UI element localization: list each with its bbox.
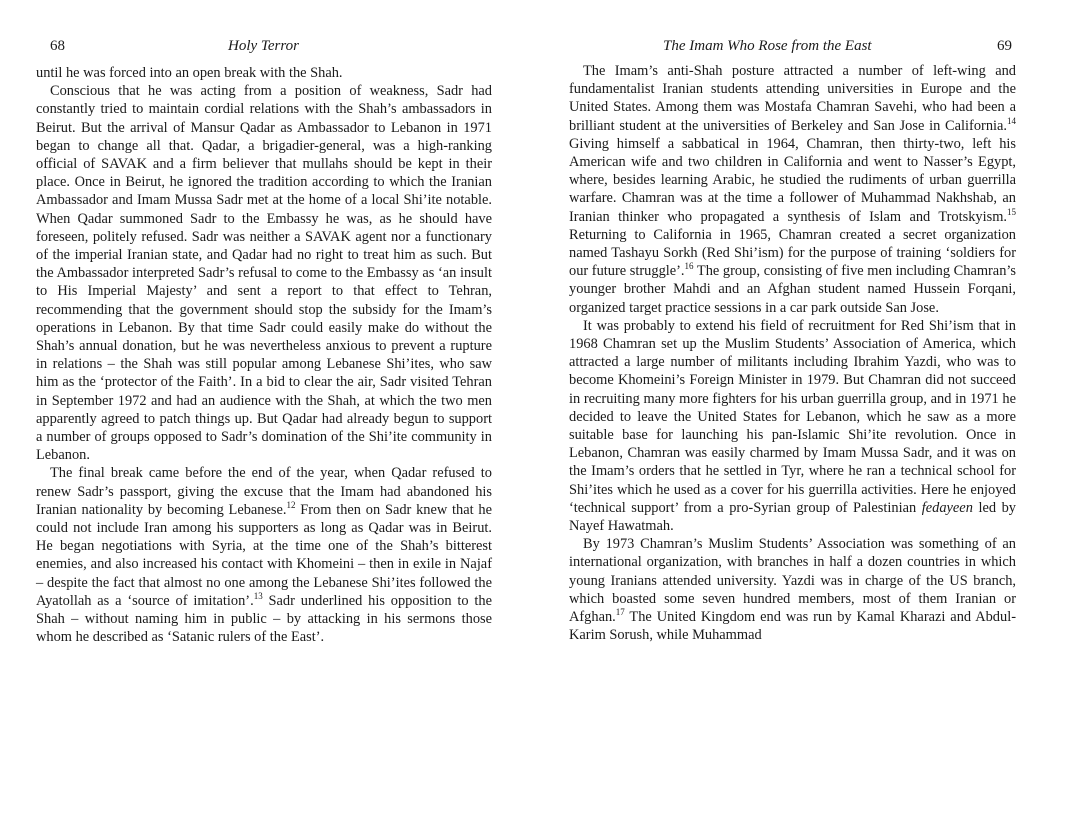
right-page: [569, 0, 1016, 829]
footnote-ref: 15: [1007, 206, 1016, 217]
text-run: led by Nayef Hawatmah.: [569, 499, 1016, 535]
text-run: The final break came before the end of the year, when Qadar refused to renew Sadr’s passport, giving the excuse that the Imam had abandoned his Iranian nationality by becoming Lebanese.: [36, 465, 492, 518]
text-run: Returning to California in 1965, Chamran created a secret organization named Tashayu Sorkh (Red Shi’ism) for the purpose of training ‘soldiers for our future struggle’.: [569, 226, 1016, 280]
text-run: Sadr underlined his opposition to the Shah – without naming him in public – by attacking in his sermons those whom he described as ‘Satanic rulers of the East’.: [36, 592, 492, 646]
text-run: It was probably to extend his field of recruitment for Red Shi’ism that in 1968 Chamran set up the Muslim Students’ Association of America, which attracted a large number of militants including Ibrahim Yazdi, who was to become Khomeini’s Foreign Minister in 1979. But Chamran did not succeed in recruiting many more fighters for his urban guerrilla group, and in 1971 he decided to leave the United States for Lebanon, which he saw as a more suitable base for launching his pan-Islamic Shi’ite revolution. Once in Lebanon, Chamran was easily charmed by Imam Mussa Sadr, and it was on the Imam’s orders that he settled in Tyr, where he ran a technical school for Shi’ites which he used as a cover for his guerrilla activities. Here he enjoyed ‘technical support’ from a pro-Syrian group of Palestinian: [569, 317, 1016, 516]
left-page-body: [36, 64, 492, 647]
text-run: The Imam’s anti-Shah posture attracted a number of left-wing and fundamentalist Iranian students attending universities in Europe and the United States. Among them was Mostafa Chamran Savehi, who had been a brilliant student at the universities of Berkeley and San Jose in California.: [569, 63, 1016, 134]
page-number: 69: [997, 38, 1012, 54]
right-page-body: [569, 62, 1016, 645]
footnote-ref: 13: [253, 591, 263, 602]
text-run: From then on Sadr knew that he could not include Iran among his supporters as long as Qadar was in Beirut. He began negotiations with Syria, at the time one of the Shah’s bitterest enemies, and also increased his contact with Khomeini – then in exile in Najaf – despite the fact that almost no one among the Lebanese Shi’ites followed the Ayatollah as a ‘source of imitation’.: [36, 501, 492, 609]
text-run: Giving himself a sabbatical in 1964, Chamran, then thirty-two, left his American wife and two children in California and went to Nasser’s Egypt, where, besides learning Arabic, he studied the rudiments of urban guerrilla warfare. Chamran was at the time a follower of Muhammad Nakhshab, an Iranian thinker who propagated a synthesis of Islam and Trotskyism.: [569, 135, 1016, 225]
text-run: Conscious that he was acting from a position of weakness, Sadr had constantly tried to maintain cordial relations with the Shah’s ambassadors in Beirut. But the arrival of Mansur Qadar as Ambassador to Lebanon in 1971 began to change all that. Qadar, a brigadier-general, was a high-ranking official of SAVAK and a firm believer that mullahs should be kept in their place. Once in Beirut, he ignored the tradition according to which the Iranian Ambassador and Imam Mussa Sadr met at the home of a local Shi’ite notable. When Qadar summoned Sadr to the Embassy he was, as he should have foreseen, politely refused. Sadr was neither a SAVAK agent nor a functionary of the imperial Iranian state, and Qadar had no right to treat him as such. But the Ambassador interpreted Sadr’s refusal to come to the Embassy as ‘an insult to His Imperial Majesty’ and sent a report to that effect to Tehran, recommending that the government should stop the subsidy for the Imam’s operations in Lebanon. By that time Sadr could easily make do without the Shah’s annual donation, but he was nevertheless anxious to prevent a rupture in relations – the Shah was still popular among Lebanese Shi’ites, who saw him as the ‘protector of the Faith’. In a bid to clear the air, Sadr visited Tehran in September 1972 and had an audience with the Shah, at which the two men apparently agreed to patch things up. But Qadar had already begun to support a number of groups opposed to Sadr’s domination of the Shi’ite community in Lebanon.: [36, 83, 492, 464]
text-run: By 1973 Chamran’s Muslim Students’ Association was something of an international organization, with branches in half a dozen countries in which young Iranians attended university. Yazdi was in charge of the US branch, which boasted some seven hundred members, most of them Iranian or Afghan.: [569, 536, 1016, 626]
footnote-ref: 16: [684, 261, 694, 272]
left-page-header: [36, 36, 492, 56]
paragraph: [36, 82, 492, 464]
paragraph: [36, 64, 492, 82]
page-number: 68: [50, 38, 65, 54]
running-title: The Imam Who Rose from the East: [663, 38, 872, 54]
right-page-header: [569, 36, 1016, 56]
running-title: Holy Terror: [228, 38, 299, 54]
footnote-ref: 17: [615, 607, 625, 618]
paragraph: [36, 464, 492, 646]
text-run: The group, consisting of five men including Chamran’s younger brother Mahdi and an Afghan student named Hussein Forqani, organized target practice sessions in a car park outside San Jose.: [569, 263, 1016, 316]
text-run: The United Kingdom end was run by Kamal Kharazi and Abdul-Karim Sorush, while Muhammad: [569, 609, 1016, 644]
left-page: [36, 0, 492, 829]
footnote-ref: 12: [286, 500, 296, 511]
paragraph: [569, 535, 1016, 644]
text-run: until he was forced into an open break with the Shah.: [36, 65, 343, 81]
footnote-ref: 14: [1007, 115, 1016, 126]
italic-text: fedayeen: [921, 499, 973, 516]
paragraph: [569, 62, 1016, 317]
paragraph: [569, 317, 1016, 535]
